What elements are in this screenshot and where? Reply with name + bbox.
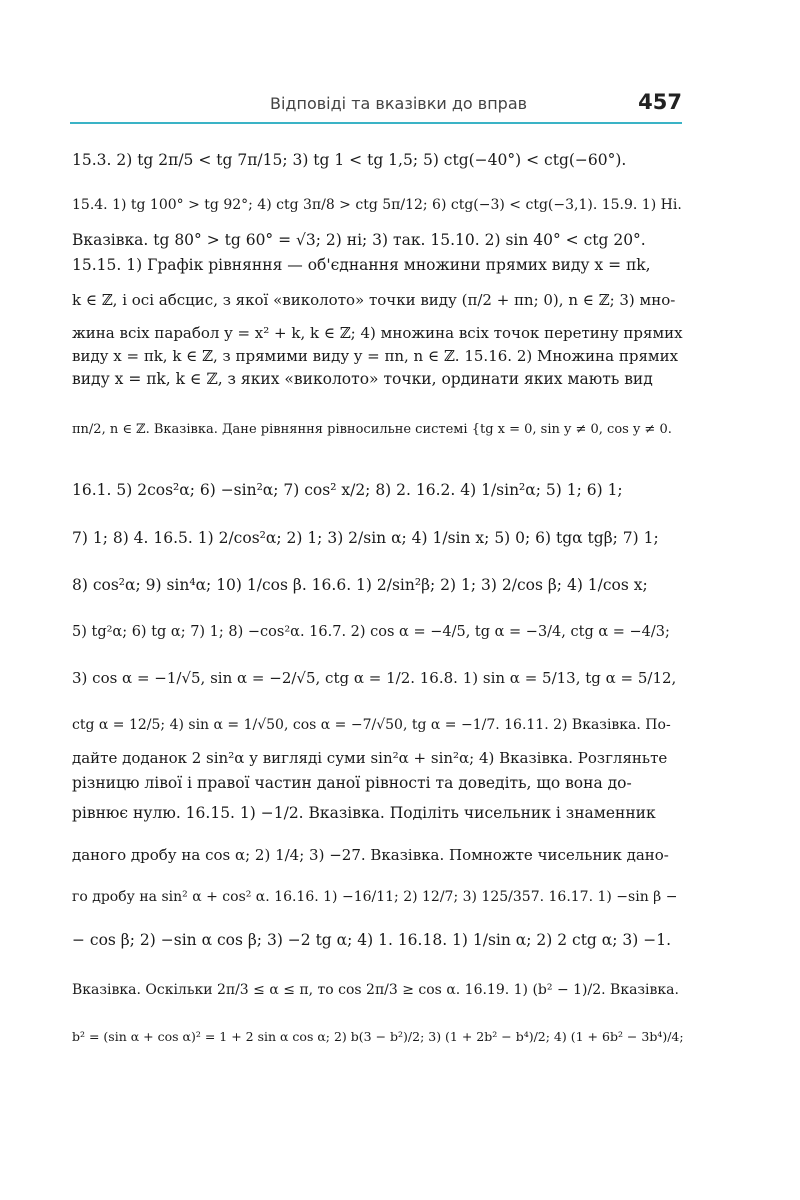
text-line: 5) tg²α; 6) tg α; 7) 1; 8) −cos²α. 16.7. 2) cos α = −4/5, tg α = −3/4, ctg α = −4/3;: [72, 624, 670, 640]
text-line: жина всіх парабол y = x² + k, k ∈ ℤ; 4) множина всіх точок перетину прямих: [72, 324, 683, 342]
text-line: різницю лівої і правої частин даної рівності та доведіть, що вона до-: [72, 774, 632, 792]
text-line: виду x = πk, k ∈ ℤ, з прямими виду y = πn, n ∈ ℤ. 15.16. 2) Множина прямих: [72, 347, 679, 365]
text-line: 15.15. 1) Графік рівняння — об'єднання множини прямих виду x = πk,: [72, 256, 651, 274]
text-line: 8) cos²α; 9) sin⁴α; 10) 1/cos β. 16.6. 1) 2/sin²β; 2) 1; 3) 2/cos β; 4) 1/cos x;: [72, 576, 648, 594]
text-line: 15.3. 2) tg 2π/5 < tg 7π/15; 3) tg 1 < tg 1,5; 5) ctg(−40°) < ctg(−60°).: [72, 151, 627, 169]
text-line: − cos β; 2) −sin α cos β; 3) −2 tg α; 4) 1. 16.18. 1) 1/sin α; 2) 2 ctg α; 3) −1.: [72, 931, 672, 949]
page-header: [70, 88, 682, 122]
text-line: го дробу на sin² α + cos² α. 16.16. 1) −16/11; 2) 12/7; 3) 125/357. 16.17. 1) −sin β −: [72, 889, 678, 905]
text-line: дайте доданок 2 sin²α у вигляді суми sin²α + sin²α; 4) Вказівка. Розгляньте: [72, 749, 668, 767]
header-rule: [70, 122, 682, 124]
text-line: k ∈ ℤ, і осі абсцис, з якої «виколото» точки виду (π/2 + πn; 0), n ∈ ℤ; 3) мно-: [72, 291, 676, 309]
text-line: ctg α = 12/5; 4) sin α = 1/√50, cos α = −7/√50, tg α = −1/7. 16.11. 2) Вказівка. По-: [72, 717, 671, 733]
page-number: 457: [638, 90, 682, 114]
text-line: 7) 1; 8) 4. 16.5. 1) 2/cos²α; 2) 1; 3) 2/sin α; 4) 1/sin x; 5) 0; 6) tgα tgβ; 7) 1;: [72, 529, 659, 547]
text-line: даного дробу на cos α; 2) 1/4; 3) −27. Вказівка. Помножте чисельник дано-: [72, 846, 669, 864]
text-line: Вказівка. Оскільки 2π/3 ≤ α ≤ π, то cos 2π/3 ≥ cos α. 16.19. 1) (b² − 1)/2. Вказівка.: [72, 982, 679, 998]
text-line: πn/2, n ∈ ℤ. Вказівка. Дане рівняння рівносильне системі {tg x = 0, sin y ≠ 0, cos y ≠ 0.: [72, 422, 672, 437]
text-line: 3) cos α = −1/√5, sin α = −2/√5, ctg α = 1/2. 16.8. 1) sin α = 5/13, tg α = 5/12,: [72, 669, 677, 687]
text-line: 15.4. 1) tg 100° > tg 92°; 4) ctg 3π/8 > ctg 5π/12; 6) ctg(−3) < ctg(−3,1). 15.9. 1) Ні.: [72, 197, 682, 213]
text-line: виду x = πk, k ∈ ℤ, з яких «виколото» точки, ординати яких мають вид: [72, 370, 653, 388]
text-line: b² = (sin α + cos α)² = 1 + 2 sin α cos α; 2) b(3 − b²)/2; 3) (1 + 2b² − b⁴)/2; 4) (1 + 6b² − 3b⁴)/4;: [72, 1029, 684, 1044]
text-line: Вказівка. tg 80° > tg 60° = √3; 2) ні; 3) так. 15.10. 2) sin 40° < ctg 20°.: [72, 231, 646, 249]
text-line: 16.1. 5) 2cos²α; 6) −sin²α; 7) cos² x/2; 8) 2. 16.2. 4) 1/sin²α; 5) 1; 6) 1;: [72, 481, 623, 499]
text-line: рівнює нулю. 16.15. 1) −1/2. Вказівка. Поділіть чисельник і знаменник: [72, 804, 656, 822]
running-head: Відповіді та вказівки до вправ: [270, 94, 528, 113]
